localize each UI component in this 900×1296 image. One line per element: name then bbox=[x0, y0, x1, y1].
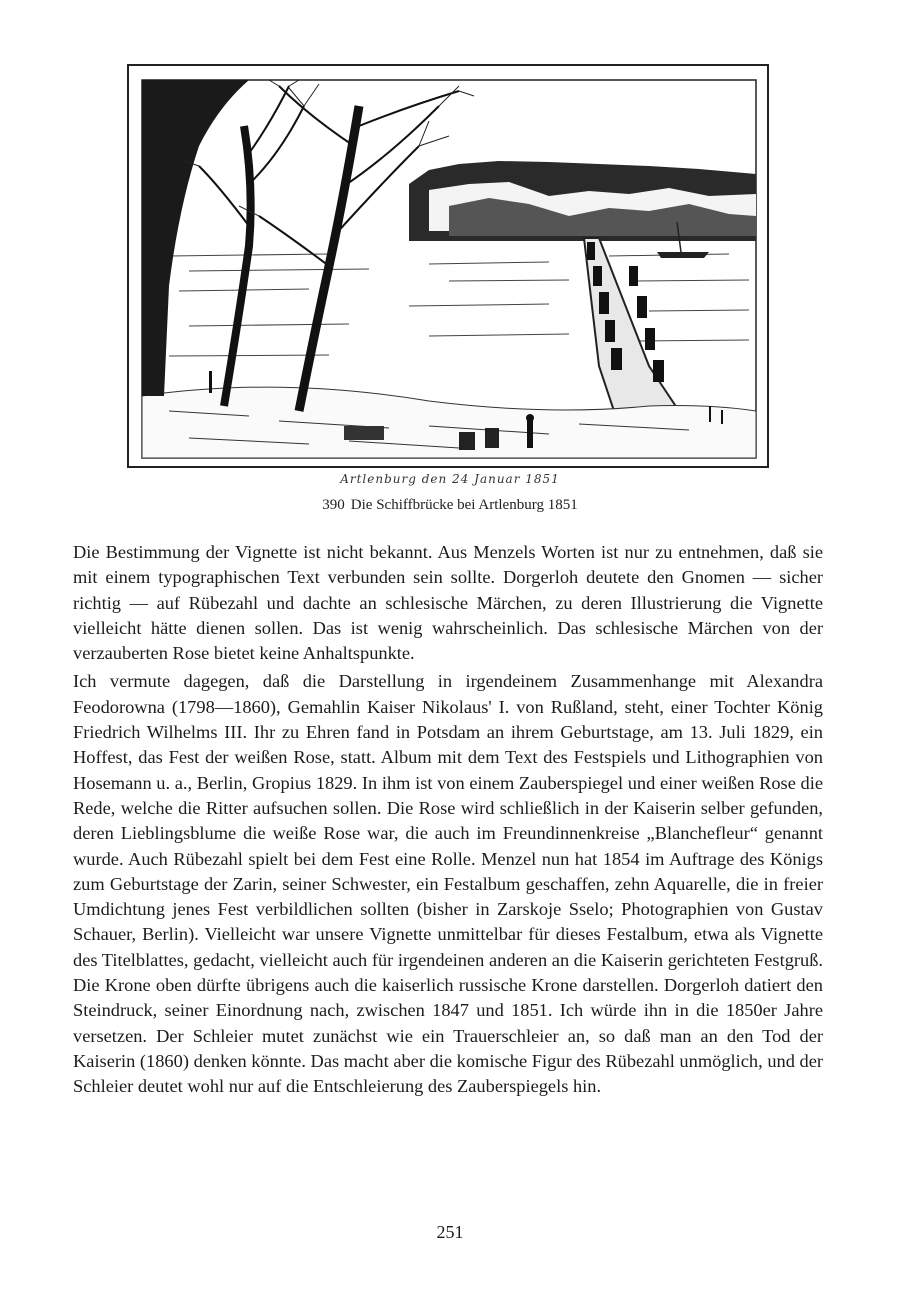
artist-signature: Artlenburg den 24 Januar 1851 bbox=[340, 472, 560, 486]
river-bridge-drawing bbox=[129, 66, 767, 466]
figure-caption-text: Die Schiffbrücke bei Artlenburg 1851 bbox=[350, 497, 578, 513]
body-text bbox=[73, 540, 823, 1100]
figure-caption bbox=[0, 497, 900, 514]
illustration-plate bbox=[127, 64, 769, 468]
paragraph-1: Die Bestimmung der Vignette ist nicht bekannt. Aus Menzels Worten ist nur zu entnehmen, daß sie mit einem typographischen Text verbunden sein sollte. Dorgerloh deutete den Gnomen — sicher richtig — auf Rübezahl und dachte an schlesische Märchen, zu deren Illustrierung die Vignette vielleicht hätte dienen sollen. Das ist wenig wahrscheinlich. Das schlesische Märchen von der verzauberten Rose bietet keine Anhaltspunkte. bbox=[73, 542, 823, 664]
figure-number: 390 bbox=[322, 497, 345, 513]
page-number: 251 bbox=[436, 1222, 464, 1242]
paragraph-2: Ich vermute dagegen, daß die Darstellung in irgendeinem Zusammenhange mit Alexandra Feodorowna (1798—1860), Gemahlin Kaiser Nikolaus' I. von Rußland, steht, einer Tochter König Friedrich Wilhelms III. Ihr zu Ehren fand in Potsdam an ihrem Geburtstage, am 13. Juli 1829, ein Hoffest, das Fest der weißen Rose, statt. Album mit dem Text des Festspiels und Lithographien von Hosemann u. a., Berlin, Gropius 1829. In ihm ist von einem Zauberspiegel und einer weißen Rose die Rede, welche die Ritter aufsuchen sollen. Die Rose wird schließlich in der Kaiserin selber gefunden, deren Lieblingsblume die weiße Rose war, die auch im Freundinnenkreise „Blanchefleur“ genannt wurde. Auch Rübezahl spielt bei dem Fest eine Rolle. Menzel nun hat 1854 im Auftrage des Königs zum Geburtstage der Zarin, seiner Schwester, ein Festalbum geschaffen, zehn Aquarelle, die in freier Umdichtung jenes Fest verbildlichen sollten (bisher in Zarskoje Sselo; Photographien von Gustav Schauer, Berlin). Vielleicht war unsere Vignette unmittelbar für dieses Festalbum, etwa als Vignette des Titelblattes, gedacht, vielleicht auch für irgendeinen anderen an die Kaiserin gerichteten Festgruß. Die Krone oben dürfte übrigens auch die kaiserlich russische Krone darstellen. Dorgerloh datiert den Steindruck, seiner Einordnung nach, zwischen 1847 und 1851. Ich würde ihn in die 1850er Jahre versetzen. Der Schleier mutet zunächst wie ein Trauerschleier an, so daß man an den Tod der Kaiserin (1860) denken könnte. Das macht aber die komische Figur des Rübezahl unmöglich, und der Schleier deutet wohl nur auf die Entschleierung des Zauberspiegels hin. bbox=[73, 671, 823, 1097]
